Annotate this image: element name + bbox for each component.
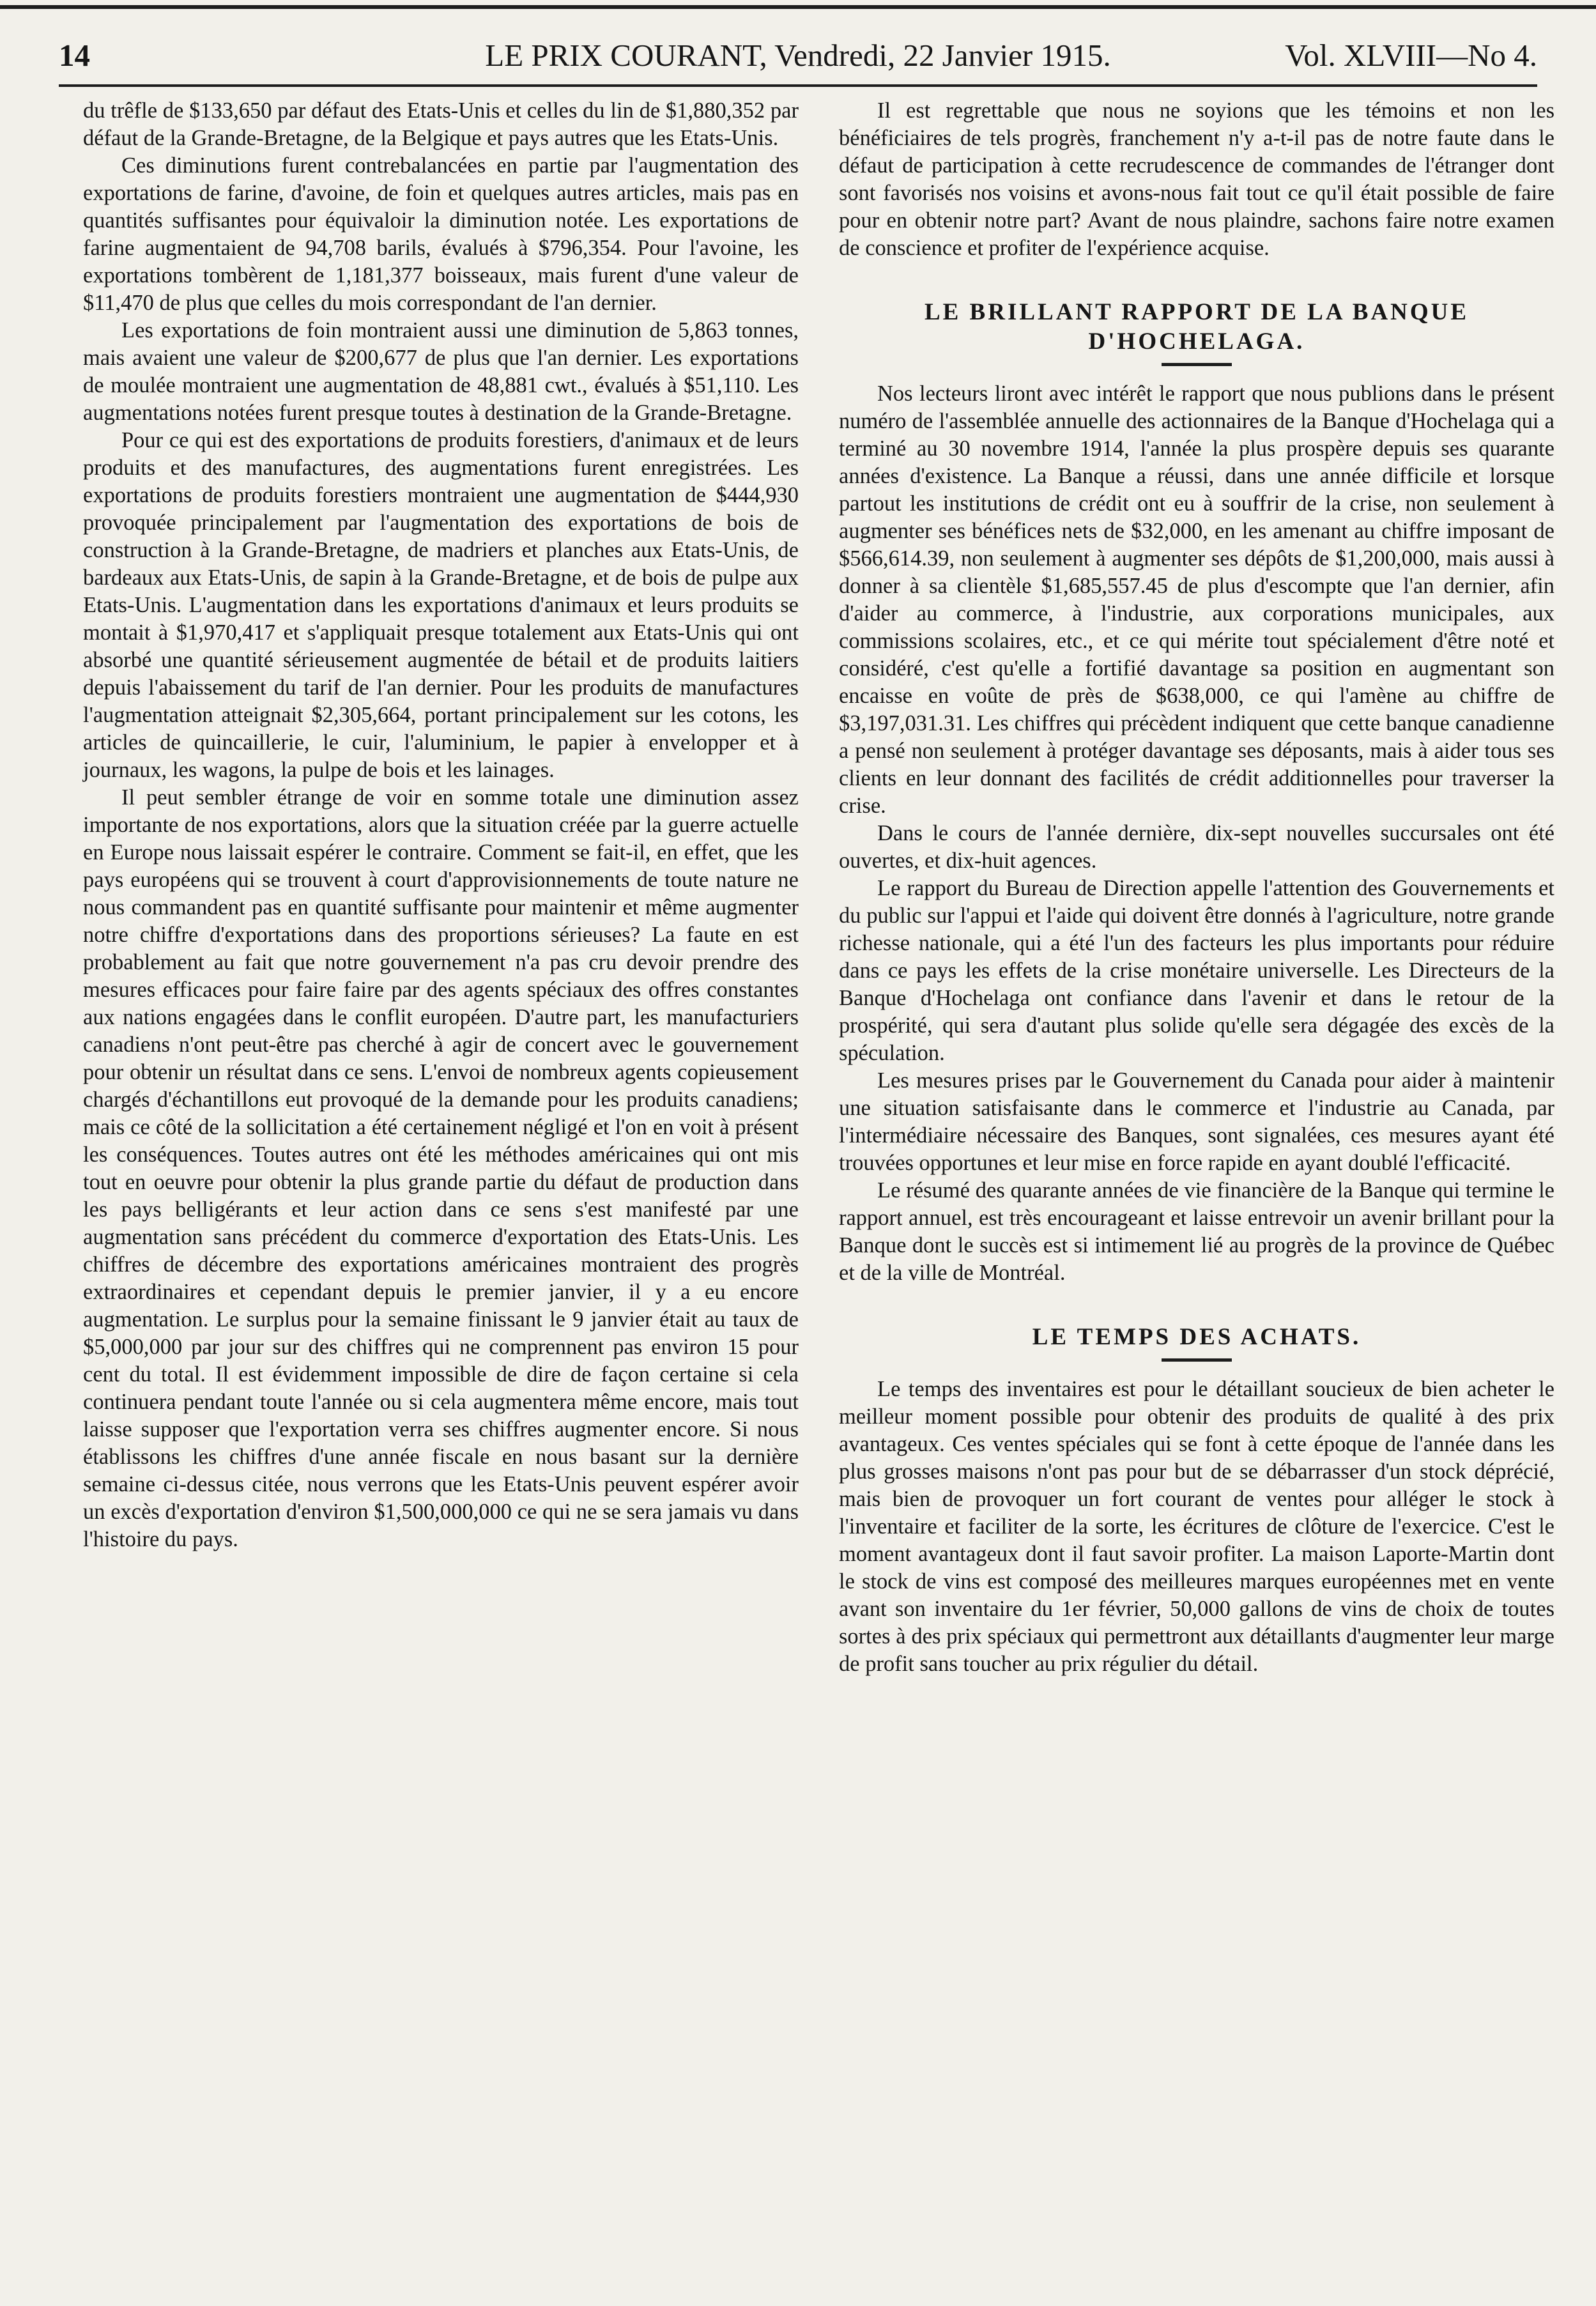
left-column xyxy=(83,97,799,1553)
right-column xyxy=(839,97,1554,1678)
page-number: 14 xyxy=(59,38,90,73)
spacer xyxy=(839,262,1554,289)
paragraph: Les mesures prises par le Gouvernement du Canada pour aider à maintenir une situation satisfaisante dans le commerce et l'industrie au Canada, par l'intermédiaire nécessaire des Banques, sont signalées, ces mesures ayant été trouvées opportunes et leur mise en force rapide en ayant doublé l'efficacité. xyxy=(839,1068,1554,1175)
title-underline xyxy=(1162,363,1232,366)
top-border-rule xyxy=(0,5,1596,9)
paragraph: Ces diminutions furent contrebalancées en partie par l'augmentation des exportations de farine, d'avoine, de foin et quelques autres articles, mais pas en quantités suffisantes pour équivaloir la diminution notée. Les exportations de farine augmentaient de 94,708 barils, évalués à $796,354. Pour l'avoine, les exportations tombèrent de 1,181,377 boisseaux, mais furent d'une valeur de $11,470 de plus que celles du mois correspondant de l'an dernier. xyxy=(83,153,799,315)
paragraph: Pour ce qui est des exportations de produits forestiers, d'animaux et de leurs produits et des manufactures, des augmentations furent enregistrées. Les exportations de produits forestiers montraient une augmentation de $444,930 provoquée principalement par l'augmentation des exportations de bois de construction à la Grande-Bretagne, de madriers et planches aux Etats-Unis, de bardeaux aux Etats-Unis, de sapin à la Grande-Bretagne, et de bois de pulpe aux Etats-Unis. L'augmentation dans les exportations d'animaux et leurs produits se montait à $1,970,417 et s'appliquait presque totalement aux Etats-Unis qui ont absorbé une quantité sérieusement augmentée de bétail et de produits laitiers depuis l'abaissement du tarif de l'an dernier. Pour les produits de manufactures l'augmentation atteignait $2,305,664, portant principalement sur les cotons, les articles de quincaillerie, le cuir, l'aluminium, le papier à envelopper et à journaux, les wagons, la pulpe de bois et les lainages. xyxy=(83,428,799,782)
masthead-title: LE PRIX COURANT, Vendredi, 22 Janvier 1915. xyxy=(485,38,1111,73)
paragraph: Il est regrettable que nous ne soyions que les témoins et non les bénéficiaires de tels progrès, franchement n'y a-t-il pas de notre faute dans le défaut de participation à cette recrudescence de commandes de l'étranger dont sont favorisés nos voisins et avons-nous fait tout ce qu'il était possible de faire pour en obtenir notre part? Avant de nous plaindre, sachons faire notre examen de conscience et profiter de l'expérience acquise. xyxy=(839,98,1554,260)
paragraph: Nos lecteurs liront avec intérêt le rapport que nous publions dans le présent numéro de l'assemblée annuelle des actionnaires de la Banque d'Hochelaga qui a terminé au 30 novembre 1914, l'année la plus prospère depuis ses quarante années d'existence. La Banque a réussi, dans une année difficile et lorsque partout les institutions de crédit ont eu à souffrir de la crise, non seulement à augmenter ses bénéfices nets de $32,000, en les amenant au chiffre imposant de $566,614.39, non seulement à augmenter ses dépôts de $1,200,000, mais aussi à donner à sa clientèle $1,685,557.45 de plus d'escompte que l'an dernier, afin d'aider au commerce, à l'industrie, aux corporations municipales, aux commissions scolaires, etc., et ce qui mérite tout spécialement d'être noté et considéré, c'est qu'elle a fortifié davantage sa position en augmentant son encaisse en voûte de près de $638,000, ce qui l'amène au chiffre de $3,197,031.31. Les chiffres qui précèdent indiquent que cette banque canadienne a pensé non seulement à protéger davantage ses déposants, mais à aider tous ses clients en leur donnant des facilités de crédit additionnelles pour traverser la crise. xyxy=(839,381,1554,818)
title-underline xyxy=(1162,1358,1232,1362)
article-title-banque: LE BRILLANT RAPPORT DE LA BANQUE D'HOCHELAGA. xyxy=(924,299,1469,355)
header-rule xyxy=(59,84,1537,87)
paragraph: Le rapport du Bureau de Direction appelle l'attention des Gouvernements et du public sur l'appui et l'aide qui doivent être donnés à l'agriculture, notre grande richesse nationale, qui a été l'un des facteurs les plus importants pour réduire dans ce pays les effets de la crise monétaire universelle. Les Directeurs de la Banque d'Hochelaga ont confiance dans l'avenir et dans le retour de la prospérité, qui sera d'autant plus solide qu'elle sera dégagée des excès de la spéculation. xyxy=(839,876,1554,1065)
paragraph: Le temps des inventaires est pour le détaillant soucieux de bien acheter le meilleur moment possible pour obtenir des produits de qualité à des prix avantageux. Ces ventes spéciales qui se font à cette époque de l'année dans les plus grosses maisons n'ont pas pour but de se débarrasser d'un stock déprécié, mais bien de provoquer un fort courant de ventes pour alléger le stock à l'inventaire et faciliter de la sorte, les écritures de clôture de l'exercice. C'est le moment avantageux dont il faut savoir profiter. La maison Laporte-Martin dont le stock de vins est composé des meilleures marques européennes met en vente avant son inventaire du 1er février, 50,000 gallons de vins de choix de toutes sortes à des prix spéciaux qui permettront aux détaillants d'augmenter leur marge de profit sans toucher au prix régulier du détail. xyxy=(839,1377,1554,1676)
paragraph: Le résumé des quarante années de vie financière de la Banque qui termine le rapport annuel, est très encourageant et laisse entrevoir un avenir brillant pour la Banque dont le succès est si intimement lié au progrès de la province de Québec et de la ville de Montréal. xyxy=(839,1178,1554,1285)
paragraph: Les exportations de foin montraient aussi une diminution de 5,863 tonnes, mais avaient une valeur de $200,677 de plus que l'an dernier. Les exportations de moulée montraient une augmentation de 48,881 cwt., évalués à $51,110. Les augmentations notées furent presque toutes à destination de la Grande-Bretagne. xyxy=(83,318,799,425)
page-header xyxy=(59,27,1537,72)
paragraph: Dans le cours de l'année dernière, dix-sept nouvelles succursales ont été ouvertes, et dix-huit agences. xyxy=(839,821,1554,873)
volume-number: Vol. XLVIII—No 4. xyxy=(1285,38,1537,73)
paragraph: du trêfle de $133,650 par défaut des Etats-Unis et celles du lin de $1,880,352 par défaut de la Grande-Bretagne, de la Belgique et pays autres que les Etats-Unis. xyxy=(83,98,799,150)
article-title-achats: LE TEMPS DES ACHATS. xyxy=(1032,1324,1362,1350)
paragraph: Il peut sembler étrange de voir en somme totale une diminution assez importante de nos exportations, alors que la situation créée par la guerre actuelle en Europe nous laissait espérer le contraire. Comment se fait-il, en effet, que les pays européens qui se trouvent à court d'approvisionnements de toute nature ne nous commandent pas en quantité suffisante pour maintenir et même augmenter notre chiffre d'exportations dans des proportions sérieuses? La faute en est probablement au fait que notre gouvernement n'a pas cru devoir prendre des mesures efficaces pour faire faire par des agents spéciaux des offres constantes aux nations engagées dans le conflit européen. D'autre part, les manufacturiers canadiens n'ont peut-être pas cherché à agir de concert avec le gouvernement pour obtenir un résultat dans ce sens. L'envoi de nombreux agents copieusement chargés d'échantillons eut provoqué de la demande pour les produits canadiens; mais ce côté de la sollicitation a été certainement négligé et l'on en voit à présent les conséquences. Toutes autres ont été les méthodes américaines qui ont mis tout en oeuvre pour obtenir la plus grande partie du défaut de production dans les pays belligérants et leur action dans ce sens s'est manifesté par une augmentation sans précédent du commerce d'exportation des Etats-Unis. Les chiffres de décembre des exportations américaines montraient des progrès extraordinaires et cependant depuis le premier janvier, il y a eu encore augmentation. Le surplus pour la semaine finissant le 9 janvier était au taux de $5,000,000 par jour sur des chiffres qui ne comprennent pas environ 15 pour cent du total. Il est évidemment impossible de dire de façon certaine si cela continuera pendant toute l'année ou si cela augmentera même encore, mais tout laisse supposer que l'exportation verra ses chiffres augmenter encore. Si nous établissons les chiffres d'une année fiscale en nous basant sur la dernière semaine ci-dessus citée, nous verrons que les Etats-Unis peuvent espérer avoir un excès d'exportation d'environ $1,500,000,000 ce qui ne se sera jamais vu dans l'histoire du pays. xyxy=(83,785,799,1551)
spacer xyxy=(839,1287,1554,1314)
